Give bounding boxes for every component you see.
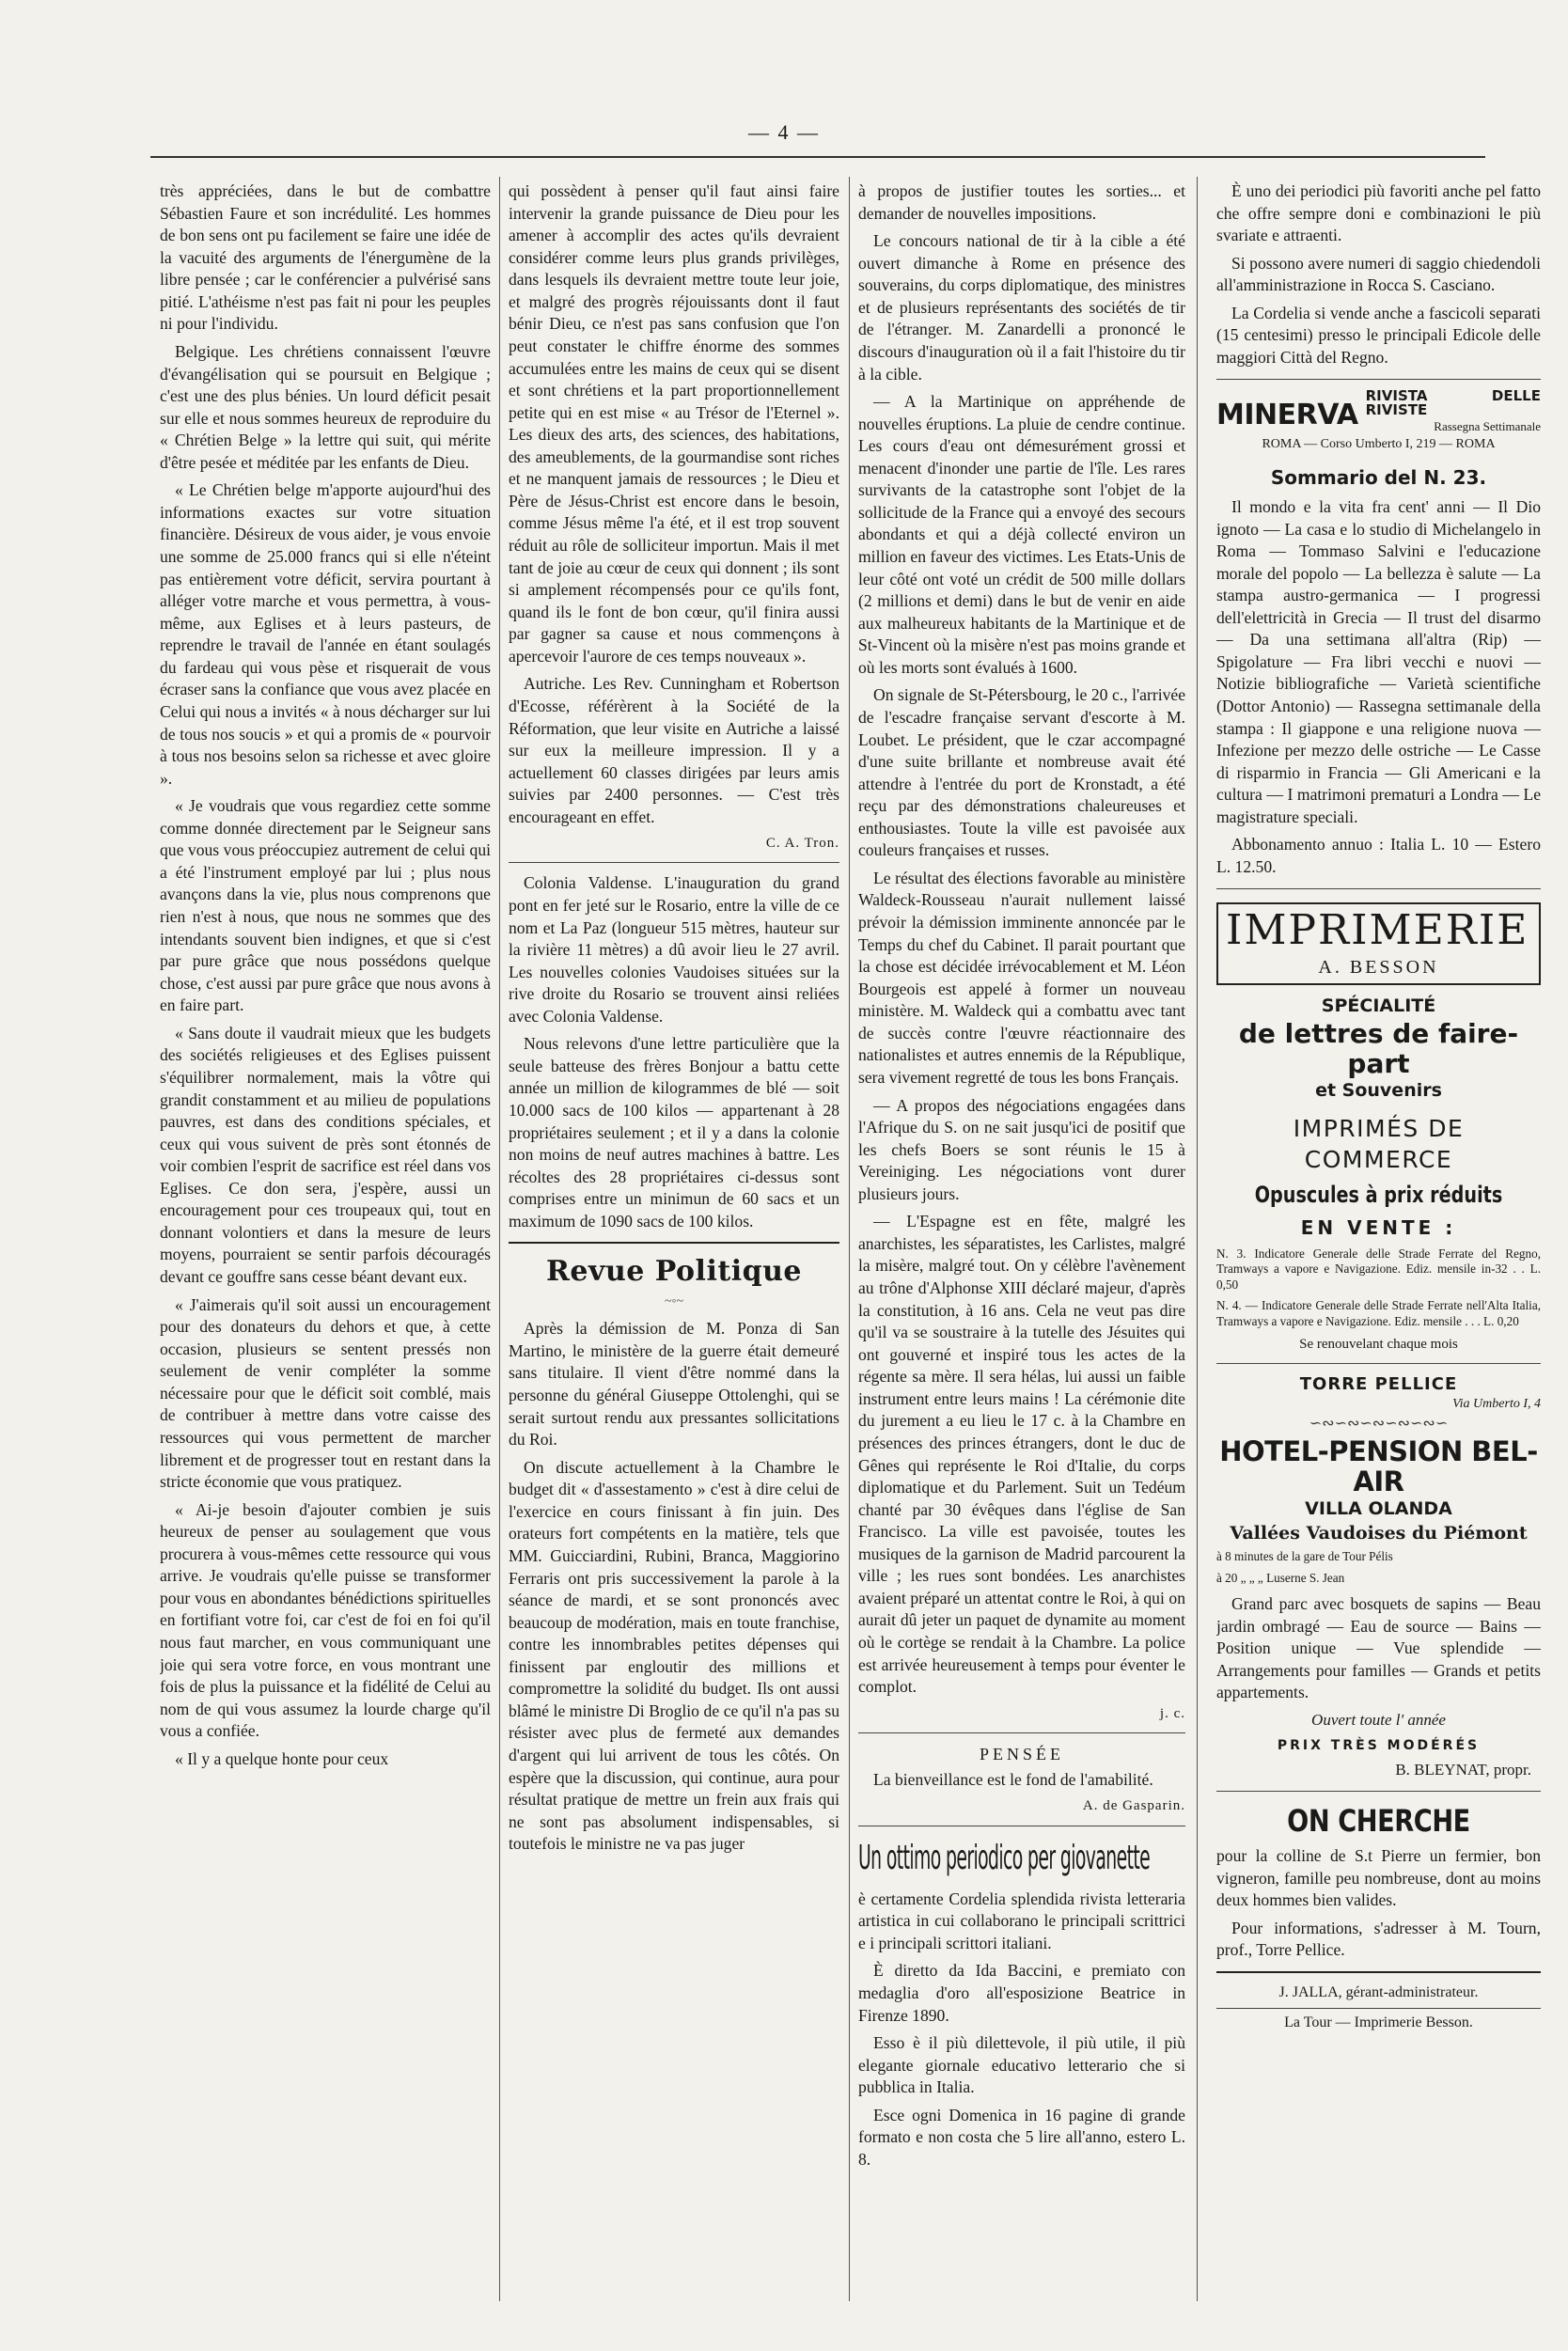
paragraph: « Le Chrétien belge m'apporte aujourd'hui des informations exactes sur votre situation financière. Désireux de vous aider, je vous envoie une somme de 25.000 francs qui si elle n'éteint pas entièrement votre déficit, servira pourtant à alléger votre marche et vous permettra, à vous-même, aux Eglises et à leurs pasteurs, de reprendre le travail de l'année en étant soulagés du fardeau qui vous pèse et risquerait de vous écraser sans la confiance que vous avez placée en Celui qui nous a invités « à nous décharger sur lui de tous nos soucis » et qui a promis de « pourvoir à tous nos besoins selon sa richesse et avec gloire ».	[160, 480, 491, 788]
divider	[858, 1732, 1185, 1733]
column-3	[858, 180, 1185, 2305]
paragraph: Esso è il più dilettevole, il più utile, il più elegante giornale educativo letterario che si pubblica in Italia.	[858, 2033, 1185, 2097]
minerva-address: ROMA — Corso Umberto I, 219 — ROMA	[1262, 437, 1496, 452]
pensee-text: La bienveillance est le fond de l'amabilité.	[873, 1769, 1153, 1789]
divider	[1216, 1971, 1541, 1973]
hotel-ouvert: Ouvert toute l' année	[1311, 1710, 1446, 1729]
paragraph: — L'Espagne est en fête, malgré les anarchistes, les séparatistes, les Carlistes, malgré la misère, malgré tout. On y célèbre l'avènement au trône d'Alphonse XIII déclaré majeur, d'après la constitution, à 16 ans. Cela ne veut pas dire qu'il va se soustraire à la tutelle des Jésuites qui ont gouverné et inspiré tous les actes de la régente sa mère. Il sera hélas, lui aussi un faible instrument entre leurs mains ! La cérémonie dite du jurement a eu lieu le 17 c. à la Chambre en présences des princes étrangers, dont le duc de Gênes qui représente le Roi d'Italie, du corps diplomatique et du Parlement. Suit un Tedéum chanté par 30 évêques dans l'église de San Francisco. La ville est pavoisée, toutes les musiques de la garnison de Madrid parcourent la ville ; les rues sont bondées. Les anarchistes avaient préparé un attentat contre le Roi, à qui on aurait dû jeter un paquet de dynamite au moment où le cortège se rendait à la Chambre. La police est arrivée heureusement à temps pour éventer le complot.	[858, 1212, 1185, 1697]
paragraph: On signale de St-Pétersbourg, le 20 c., l'arrivée de l'escadre française servant d'escorte à M. Loubet. Le président, que le czar accompagné d'une suite brillante et nombreuse avait été attendre à l'entrée du port de Kronstadt, a été reçu par des démonstrations chaleureuses et enthousiastes. Toute la ville est pavoisée aux couleurs françaises et russes.	[858, 685, 1185, 860]
paragraph-colonia: Colonia Valdense. L'inauguration du grand pont en fer jeté sur le Rosario, entre la ville de ce nom et La Paz (longueur 515 mètres, hauteur sur la rivière 11 mètres) a dû avoir lieu le 27 avril. Les nouvelles colonies Vaudoises situées sur la rive droite du Rosario se trouvent ainsi reliées avec Colonia Valdense.	[509, 873, 839, 1026]
divider	[1216, 2008, 1541, 2009]
minerva-title: MINERVA	[1216, 399, 1358, 432]
imprimerie-box	[1216, 902, 1541, 986]
paragraph: Le concours national de tir à la cible a été ouvert dimanche à Rome en présence des souverains, du corps diplomatique, des ministres et de plusieurs représentants des sociétés de tir de l'étranger. M. Zanardelli a prononcé le discours d'inauguration où il a fait l'histoire du tir à la cible.	[858, 231, 1185, 384]
hotel-villa: VILLA OLANDA	[1305, 1498, 1452, 1520]
paragraph: Nous relevons d'une lettre particulière que la seule batteuse des frères Bonjour a battu cette année un million de kilogrammes de blé — soit 10.000 sacs de 100 kilos — appartenant à 28 propriétaires seulement ; et il y a dans la colonie non moins de neuf autres machines à battre. Les récoltes des 28 propriétaires ci-dessus sont comprises entre un minimun de 60 sacs et un maximum de 1090 sacs de 100 kilos.	[509, 1034, 839, 1230]
column-2	[509, 180, 839, 2305]
signature: C. A. Tron.	[765, 836, 839, 852]
minerva-tagline: Rassegna Settimanale	[1434, 419, 1541, 433]
pensee-author: A. de Gasparin.	[1082, 1798, 1185, 1814]
specialite: SPÉCIALITÉ	[1321, 995, 1436, 1017]
renouvelant: Se renouvelant chaque mois	[1299, 1337, 1458, 1353]
listing-n4: N. 4. — Indicatore Generale delle Strade Ferrate nell'Alta Italia, Tramways a vapore e Navigazione. Ediz. mensile . . . L. 0,20	[1216, 1298, 1541, 1328]
column-1	[160, 180, 491, 2305]
section-title: Revue Politique	[546, 1255, 802, 1289]
sommario-title: Sommario del N. 23.	[1270, 466, 1487, 490]
signature: j. c.	[1159, 1705, 1185, 1721]
ornament: ∽∾∽∾∽∾∽∾∽∾∽	[1309, 1416, 1449, 1432]
pensee-title: PENSÉE	[979, 1744, 1064, 1763]
divider	[1216, 888, 1541, 889]
paragraph: è certamente Cordelia splendida rivista letteraria artistica in cui collaborano le principali scrittrici e i principali scrittori italiani.	[858, 1889, 1185, 1952]
paragraph: « Ai-je besoin d'ajouter combien je suis heureux de penser au soulagement que vous procurera à vous-mêmes cette ressource qui vous arrive. Je voudrais qu'elle puisse se transformer pour vous en abondantes bénédictions spirituelles en fortifiant votre foi, car c'est de foi en foi qu'il nous faut marcher, en vous communiquant une joie qui sera votre force, en vous montrant une fois de plus la puissance et la fidélité de Celui au nom de qui vous assumez la lourde charge qu'il vous a confiée.	[160, 1499, 491, 1741]
abbonamento: Abbonamento annuo : Italia L. 10 — Estero L. 12.50.	[1216, 835, 1541, 876]
paragraph: à propos de justifier toutes les sorties... et demander de nouvelles impositions.	[858, 181, 1185, 223]
imprimerie-owner: A. BESSON	[1318, 956, 1439, 978]
opuscules: Opuscules à prix réduits	[1254, 1181, 1503, 1208]
on-cherche-title: ON CHERCHE	[1287, 1803, 1470, 1840]
cordelia-ad-title: Un ottimo periodico per giovanette	[858, 1838, 1151, 1877]
paragraph: Après la démission de M. Ponza di San Martino, le ministère de la guerre était demeuré sans titulaire. Il vient d'être nommé dans la personne du général Giuseppe Ottolenghi, qui se serait surtout rendu aux pressantes sollicitations du Roi.	[509, 1319, 839, 1450]
column-divider	[1197, 177, 1198, 2301]
sommario-text: Il mondo e la vita fra cent' anni — Il Dio ignoto — La casa e lo studio di Michelangelo in Roma — Tommaso Salvini e l'educazione morale del popolo — La bellezza è salute — La stampa austro-germanica — I progressi dell'elettricità in Grecia — Il trust del disarmo — Da una settimana all'altra (Rip) — Spigolature — Fra libri vecchi e nuovi — Notizie bibliografiche — Varietà scientifiche (Dottor Antonio) — Rassegna settimanale della stampa : Il giappone e una religione nuova — Infezione per mezzo delle ostriche — Le Casse di risparmio in Francia — Gli Americani e la cultura — I matrimoni prematuri a Londra — Le magistrature speciali.	[1216, 496, 1541, 826]
paragraph: « Sans doute il vaudrait mieux que les budgets des sociétés religieuses et des Eglises puissent s'équilibrer normalement, mais la vôtre qui grandit constamment et au milieu de populations pauvres, est dans des conditions spéciales, et ceux qui vous suivent de près sont étonnés de voir combien l'esprit de sacrifice est réel dans vos Eglises. Ce don sera, j'espère, aussi un encouragement pour ces troupeaux qui, tout en donnant volontiers et dans la mesure de leurs moyens, pourraient se sentir parfois découragés devant ce gouffre sans cesse béant devant eux.	[160, 1023, 491, 1286]
minerva-subtitle-block	[1365, 386, 1541, 435]
imprimeur: La Tour — Imprimerie Besson.	[1284, 2014, 1473, 2031]
column-divider	[849, 177, 850, 2301]
paragraph-autriche: Autriche. Les Rev. Cunningham et Robertson d'Ecosse, référèrent à la Société de la Réformation, que leur visite en Autriche a laissé sur eux la meilleure impression. Il y a actuellement 60 classes dirigées par leurs amis suivies par 2400 personnes. — C'est très encourageant en effet.	[509, 674, 839, 826]
paragraph: Esce ogni Domenica in 16 pagine di grande formato e non costa che 5 lire all'anno, estero L. 8.	[858, 2105, 1185, 2169]
paragraph-belgique: Belgique. Les chrétiens connaissent l'œuvre d'évangélisation qui se poursuit en Belgique ; c'est une des plus bénies. Un lourd déficit pesait sur elle et nous sommes heureux de reproduire du « Chrétien Belge » la lettre qui suit, qui mérite d'être pesée et méditée par les enfants de Dieu.	[160, 341, 491, 472]
paragraph: « Il y a quelque honte pour ceux	[175, 1748, 389, 1768]
paragraph: On discute actuellement à la Chambre le budget dit « d'assestamento » c'est à dire celui de l'exercice en cours finissant à fin juin. Des orateurs fort compétents en la matière, tels que MM. Guicciardini, Rubini, Branca, Maggiorino Ferraris ont pris successivement la parole à la séance de mardi, et se sont prononcés avec beaucoup de modération, mais en toute franchise, contre les innombrables petites dépenses qui finissent par engloutir des millions et compromettre la solidité du budget. Ils ont aussi blâmé le ministre Di Broglio de ce qu'il n'a pas su résister avec plus de fermeté aux demandes d'argent qui lui arrivent de tous les côtés. On espère que la discussion, qui continue, aura pour résultat pratique de mettre un frein aux frais qui ne sont pas absolument indispensables, si toutefois le ministre ne va pas juger	[509, 1457, 839, 1854]
en-vente: EN VENTE :	[1300, 1215, 1457, 1239]
hotel-distance: à 20 „ „ „ Luserne S. Jean	[1216, 1570, 1345, 1585]
divider	[1216, 379, 1541, 380]
paragraph: È uno dei periodici più favoriti anche pel fatto che offre sempre doni e combinazioni le più svariate e attraenti.	[1216, 181, 1541, 245]
divider	[1216, 1363, 1541, 1364]
paragraph: Le résultat des élections favorable au ministère Waldeck-Rousseau n'aurait nullement laissé prévoir la démission imminente annoncée par le Temps du chef du Cabinet. Il parait pourtant que la chose est décidée irrévocablement et M. Léon Bourgeois est appelé à former un nouveau ministère. M. Waldeck qui a combattu avec tant de succès contre l'œuvre réactionnaire des nationalistes et autres ennemis de la République, sera vivement regretté de tous les bons Français.	[858, 868, 1185, 1087]
on-cherche-contact: Pour informations, s'adresser à M. Tourn, prof., Torre Pellice.	[1216, 1918, 1541, 1960]
divider	[1216, 1791, 1541, 1792]
hotel-vallees: Vallées Vaudoises du Piémont	[1230, 1522, 1528, 1544]
paragraph: qui possèdent à penser qu'il faut ainsi faire intervenir la grande puissance de Dieu pour les amener à accomplir des actes qu'ils devraient considérer comme leurs plus grands privilèges, dans lesquels ils devraient mettre toute leur joie, et malgré des progrès réjouissants dont il faut bénir Dieu, ce n'est pas sans confusion que l'on peut constater le chiffre énorme des sommes accumulées entre les mains de ceux qui se disent et sont chrétiens et la part proportionnellement petite qui en est mise « au Trésor de l'Eternel ». Les dieux des arts, des sciences, des habitations, des ameublements, de la gourmandise sont riches et ne manquent jamais de ressources ; le Dieu et Père de Jésus-Christ est encore dans le besoin, comme Jésus même l'a été, et il est trop souvent réduit au rôle de solliciteur importun. Mais il met tant de joie au cœur de ceux qui donnent ; ils sont si amplement récompensés pour ce qu'ils font, quand ils le font de bon cœur, qu'il finira aussi par gagner sa cause et nous commençons à apercevoir l'aurore de ces temps nouveaux ».	[509, 181, 839, 666]
paragraph: La Cordelia si vende anche a fascicoli separati (15 centesimi) presso le principali Edicole delle maggiori Città del Regno.	[1216, 303, 1541, 367]
on-cherche-text: pour la colline de S.t Pierre un fermier, bon vigneron, famille peu nombreuse, dont au moins deux hommes bien valides.	[1216, 1846, 1541, 1910]
divider	[509, 862, 839, 863]
souvenirs: et Souvenirs	[1315, 1080, 1442, 1102]
imprimerie-title: IMPRIMERIE	[1226, 905, 1529, 954]
hotel-proprietor: B. BLEYNAT, propr.	[1395, 1761, 1531, 1779]
header-rule	[150, 156, 1485, 158]
paragraph: Si possono avere numeri di saggio chiedendoli all'amministrazione in Rocca S. Casciano.	[1216, 253, 1541, 295]
paragraph: — A propos des négociations engagées dans l'Afrique du S. on ne sait jusqu'ici de positif que les chefs Boers se sont réunis le 15 à Vereiniging. Les négociations vont durer plusieurs jours.	[858, 1095, 1185, 1203]
paragraph: — A la Martinique on appréhende de nouvelles éruptions. La pluie de cendre continue. Les cours d'eau ont démesurément grossi et menacent d'inonder une partie de l'île. Les rares survivants de la catastrophe sont l'objet de la sollicitude de la France qui a envoyé des secours abondants et qui a déjà collecté environ un million en faveur des victimes. Les Etats-Unis de leur côté ont voté un crédit de 500 mille dollars (2 millions et demi) dans le but de venir en aide aux malheureux habitants de la Martinique et de St-Vincent où la misère n'est pas moins grande et où les morts sont évalués à 1600.	[858, 392, 1185, 677]
minerva-subtitle: RIVISTA DELLE RIVISTE	[1365, 386, 1541, 419]
hotel-name: HOTEL-PENSION BEL-AIR	[1219, 1435, 1538, 1498]
hotel-distance: à 8 minutes de la gare de Tour Pélis	[1216, 1549, 1393, 1564]
hotel-street: Via Umberto I, 4	[1452, 1397, 1541, 1412]
imprimes-commerce: IMPRIMÉS DE COMMERCE	[1293, 1114, 1465, 1174]
hotel-town: TORRE PELLICE	[1299, 1374, 1458, 1395]
ornament: ~◦~	[664, 1293, 684, 1309]
page-number: — 4 —	[748, 120, 820, 144]
lettres-faire-part: de lettres de faire-part	[1238, 1017, 1519, 1079]
listing-n3: N. 3. Indicatore Generale delle Strade Ferrate del Regno, Tramways a vapore e Navigazione. Ediz. mensile in-32 . . L. 0,50	[1216, 1246, 1541, 1292]
paragraph: « J'aimerais qu'il soit aussi un encouragement pour des donateurs du dehors et que, à cette occasion, plusieurs se sentent pressés non seulement de venir compléter la somme nécessaire pour que le déficit soit comblé, mais de contribuer à mettre dans votre caisse des ressources qui vous permettent de marcher librement et de progresser tout en restant dans la stricte économie que vous pratiquez.	[160, 1294, 491, 1492]
minerva-header	[1216, 386, 1541, 435]
column-4	[1216, 180, 1541, 2305]
paragraph: très appréciées, dans le but de combattre Sébastien Faure et son incrédulité. Les hommes de bon sens ont pu facilement se faire une idée de la vacuité des arguments de l'énergumène de la libre pensée ; car le conférencier a pulvérisé sans pitié. L'athéisme n'est pas fait ni pour les peuples ni pour l'individu.	[160, 181, 491, 334]
hotel-description: Grand parc avec bosquets de sapins — Beau jardin ombragé — Eau de source — Bains — Position unique — Vue splendide — Arrangements pour familles — Grands et petits appartements.	[1216, 1594, 1541, 1702]
divider	[509, 1242, 839, 1244]
gerant: J. JALLA, gérant-administrateur.	[1278, 1983, 1479, 2000]
paragraph: « Je voudrais que vous regardiez cette somme comme donnée directement par le Seigneur sans que vous vous préoccupiez autrement de celui qui a été l'instrument employé par lui ; plus nous avançons dans la vie, plus nous comprenons que rien n'est à nous, que nous ne sommes que des intendants souvent bien indignes, et que si c'est par pure grâce que nous possédons quelque chose, c'est aussi par pure grâce que nous avons à en faire part.	[160, 796, 491, 1015]
paragraph: È diretto da Ida Baccini, e premiato con medaglia d'oro all'esposizione Beatrice in Firenze 1890.	[858, 1961, 1185, 2025]
hotel-prix: PRIX TRÈS MODÉRÉS	[1277, 1737, 1481, 1753]
column-divider	[499, 177, 500, 2301]
